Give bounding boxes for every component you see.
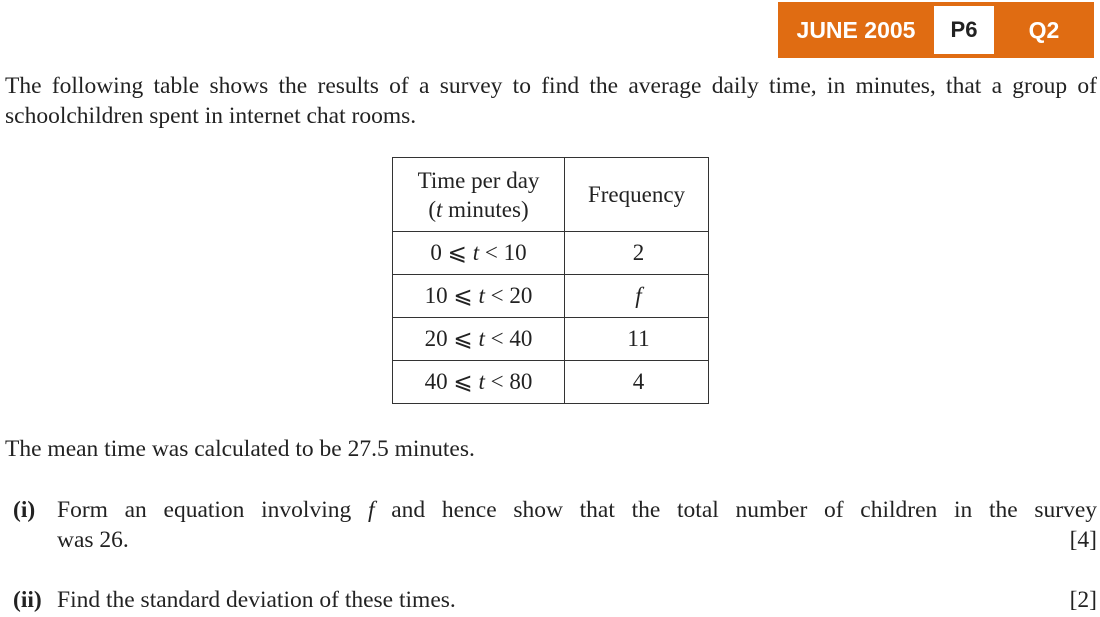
badge-date: JUNE 2005 — [796, 16, 916, 43]
marks: [4] — [1069, 527, 1097, 553]
variable-f: f — [367, 497, 375, 523]
question-part-i: (i) Form an equation involving f and hence show that the total number of children in the survey was 26. [4] — [13, 497, 1098, 553]
table-row — [393, 318, 709, 361]
table-row — [393, 232, 709, 275]
mean-statement: The mean time was calculated to be 27.5 minutes. — [5, 436, 475, 462]
part-number: (ii) — [13, 587, 42, 613]
time-column-header: Time per day (t minutes) — [393, 158, 565, 232]
marks: [2] — [1069, 587, 1097, 613]
time-variable: t — [436, 196, 443, 222]
time-interval: 40 ⩽ t < 80 — [393, 361, 565, 404]
part-number: (i) — [13, 497, 36, 523]
frequency-column-header: Frequency — [565, 158, 709, 232]
time-interval: 20 ⩽ t < 40 — [393, 318, 565, 361]
table-row — [393, 275, 709, 318]
question-part-ii: (ii) Find the standard deviation of these times. [2] — [13, 587, 1097, 613]
badge-question: Q2 — [1028, 16, 1060, 43]
time-interval: 10 ⩽ t < 20 — [393, 275, 565, 318]
frequency-table — [392, 157, 709, 404]
table-row — [393, 361, 709, 404]
question-intro: The following table shows the results of a survey to find the average daily time, in minutes, that a group of schoolchildren spent in internet chat rooms. — [5, 73, 1097, 129]
time-interval: 0 ⩽ t < 10 — [393, 232, 565, 275]
question-badge — [778, 2, 1094, 58]
badge-paper: P6 — [934, 6, 994, 54]
frequency-value: 4 — [565, 361, 709, 404]
frequency-value: 11 — [565, 318, 709, 361]
table-header-row — [393, 158, 709, 232]
frequency-value: f — [565, 275, 709, 318]
frequency-value: 2 — [565, 232, 709, 275]
